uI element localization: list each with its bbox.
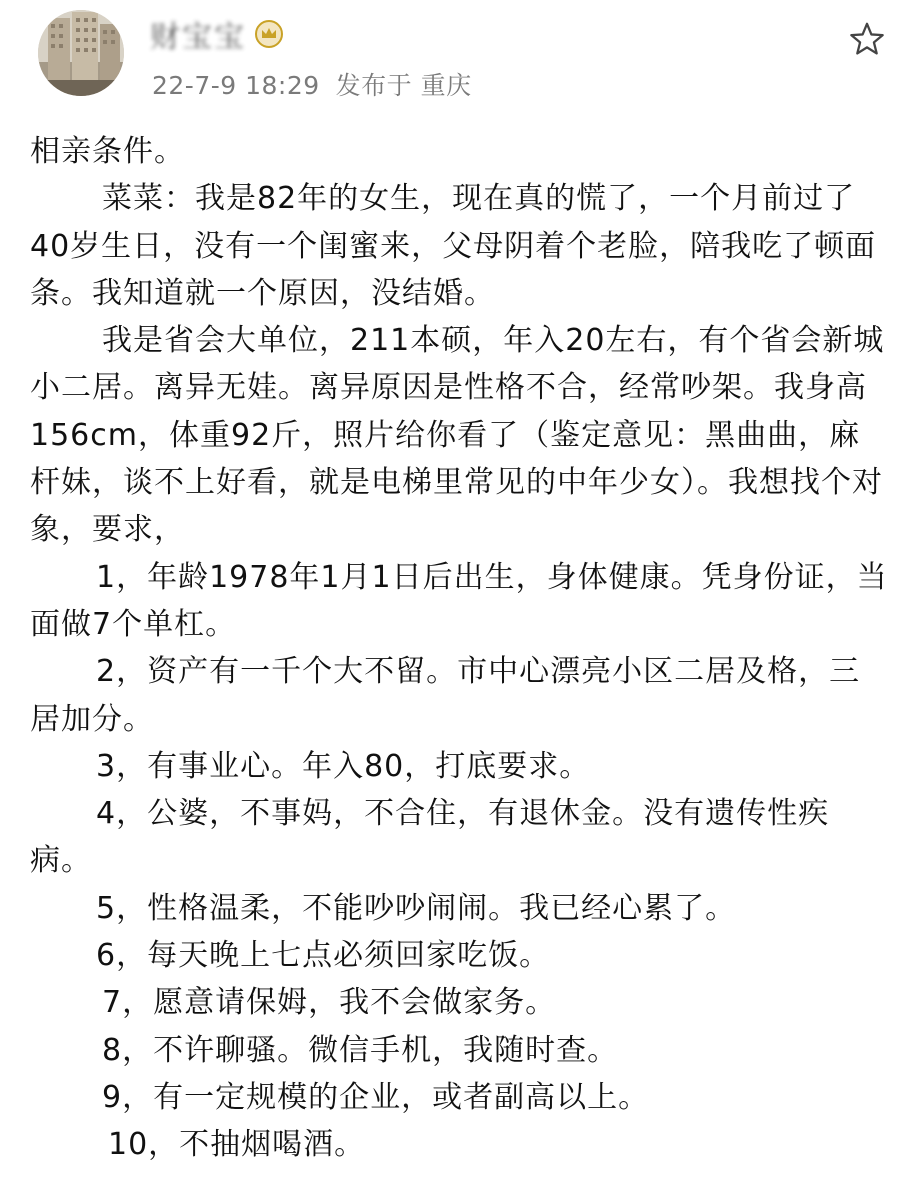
profile-paragraph: 我是省会大单位，211本硕，年入20左右，有个省会新城小二居。离异无娃。离异原因是性格不合，经常吵架。我身高156cm，体重92斤，照片给你看了（鉴定意见：黑曲曲，麻杆妹，谈不上好看，就是电梯里常见的中年少女）。我想找个对象，要求， (30, 323, 885, 548)
post-meta (152, 66, 472, 102)
requirement-item: 4，公婆，不事妈，不合住，有退休金。没有遗传性疾病。 (30, 796, 830, 879)
post-location: 发布于 重庆 (335, 71, 472, 100)
post-header (0, 0, 906, 120)
requirement-item: 7，愿意请保姆，我不会做家务。 (102, 985, 557, 1021)
requirement-item: 9，有一定规模的企业，或者副高以上。 (102, 1079, 650, 1115)
intro-paragraph: 菜菜：我是82年的女生，现在真的慌了，一个月前过了40岁生日，没有一个闺蜜来，父母阴着个老脸，陪我吃了顿面条。我知道就一个原因，没结婚。 (30, 181, 877, 311)
author-row (150, 12, 284, 56)
requirement-item: 6，每天晚上七点必须回家吃饭。 (96, 938, 551, 974)
author-name[interactable]: 财宝宝 (150, 20, 246, 55)
post-content (30, 128, 890, 1169)
requirement-item: 2，资产有一千个大不留。市中心漂亮小区二居及格，三居加分。 (30, 654, 861, 737)
avatar-building-photo (38, 10, 124, 96)
post-heading: 相亲条件。 (30, 134, 185, 169)
requirement-item: 1，年龄1978年1月1日后出生，身体健康。凭身份证，当面做7个单杠。 (30, 559, 888, 642)
crown-badge-icon (254, 19, 284, 49)
post-date: 22-7-9 18:29 (152, 71, 320, 100)
requirement-item: 8，不许聊骚。微信手机，我随时查。 (102, 1032, 619, 1068)
requirement-item: 3，有事业心。年入80，打底要求。 (96, 748, 591, 784)
avatar[interactable] (38, 10, 124, 96)
requirement-item: 10，不抽烟喝酒。 (108, 1127, 366, 1163)
star-outline-icon[interactable] (848, 20, 886, 58)
requirement-item: 5，性格温柔，不能吵吵闹闹。我已经心累了。 (96, 890, 737, 926)
